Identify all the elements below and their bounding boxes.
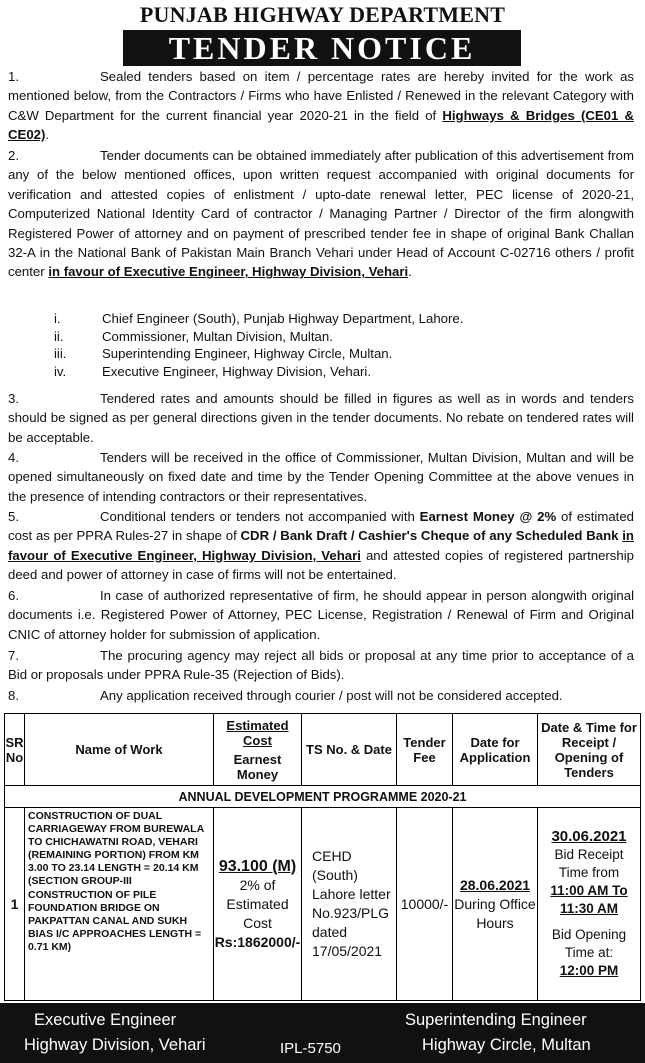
paragraph-6: 6. In case of authorized representative of firm, he should appear in person alongwith original documents i.e. Registered Power of Attorney, PEC License, Registration / Renewal of Firm and Original CNIC of attorney holder for submission of application. [8, 588, 634, 642]
header-work: Name of Work [25, 714, 214, 786]
row-work: CONSTRUCTION OF DUAL CARRIAGEWAY FROM BUREWALA TO CHICHAWATNI ROAD, VEHARI (REMAINING PORTION) FROM KM 3.00 TO 23.14 LENGTH = 20.14 KM (SECTION GROUP-III CONSTRUCTION OF PILE FOUNDATION BRIDGE ON PAKPATTAN CANAL AND SUKH BIAS I/C APPROACHES LENGTH = 0.71 KM) [25, 808, 214, 1001]
paragraph-4: 4. Tenders will be received in the office of Commissioner, Multan Division, Multan and will be opened simultaneously on fixed date and time by the Tender Opening Committee at the above venues in the presence of intending contractors or their representatives. [8, 450, 634, 504]
paragraph-1: 1. Sealed tenders based on item / percentage rates are hereby invited for the work as mentioned below, from the Contractors / Firms who have Enlisted / Renewed in the relevant Category with C&W Department for the current financial year 2020-21 in the field of Highways & Bridges (CE01 & CE02). [8, 69, 634, 143]
paragraph-5: 5. Conditional tenders or tenders not accompanied with Earnest Money @ 2% of estimated cost as per PPRA Rules-27 in shape of CDR / Bank Draft / Cashier's Cheque of any Scheduled Bank in favour of Executive Engineer, Highway Division, Vehari and attested copies of registered partnership deed and power of attorney in case of firms will not be entertained. [8, 509, 634, 583]
department-title: PUNJAB HIGHWAY DEPARTMENT [139, 2, 506, 27]
signatory-left-title: Executive Engineer [34, 1011, 177, 1029]
programme-title: ANNUAL DEVELOPMENT PROGRAMME 2020-21 [5, 786, 641, 808]
signatory-left-office: Highway Division, Vehari [24, 1036, 206, 1054]
tender-notice-title: TENDER NOTICE [123, 30, 521, 66]
signatory-right-office: Highway Circle, Multan [422, 1036, 591, 1054]
paragraph-7: 7. The procuring agency may reject all bids or proposal at any time prior to acceptance of a Bid or proposals under PPRA Rule-35 (Rejection of Bids). [8, 648, 634, 683]
list-item: iii. Superintending Engineer, Highway Circle, Multan. [54, 346, 393, 361]
footer [0, 1003, 645, 1063]
paragraph-3: 3. Tendered rates and amounts should be filled in figures as well as in words and tenders should be signed as per general directions given in the tender documents. No rebate on tendered rates will be acceptable. [8, 391, 634, 445]
header-receipt: Date & Time for Receipt / Opening of Tenders [538, 714, 641, 786]
paragraph-8: 8. Any application received through courier / post will not be considered accepted. [8, 688, 563, 703]
programme-row [5, 786, 641, 808]
row-receipt: 30.06.2021 Bid Receipt Time from 11:00 AM To 11:30 AM Bid Opening Time at: 12:00 PM [538, 808, 641, 1001]
header-sr: SR No [5, 714, 25, 786]
header-date: Date for Application [453, 714, 538, 786]
para-number: 1. [8, 69, 19, 84]
row-sr: 1 [5, 808, 25, 1001]
signatory-right-title: Superintending Engineer [405, 1011, 587, 1029]
tender-table [4, 713, 641, 1001]
list-item: iv. Executive Engineer, Highway Division, Vehari. [54, 363, 372, 379]
table-row [5, 808, 641, 1001]
paragraph-2: 2. Tender documents can be obtained immediately after publication of this advertisement from any of the below mentioned offices, upon written request accompanied with original documents for verification and attested copies of enlistment / upto-date renewal letter, PEC license of 2020-21, Computerized National Identity Card of contractor / Managing Partner / Director of the firm alongwith Registered Power of attorney and on payment of prescribed tender fee in shape of original Bank Challan 32-A in the National Bank of Pakistan Main Branch Vehari under Head of Account C-02716 others / profit center in favour of Executive Engineer, Highway Division, Vehari. [8, 148, 634, 280]
office-list [54, 310, 614, 380]
row-app-date: 28.06.2021 During Office Hours [453, 808, 538, 1001]
para-number: 2. [8, 148, 19, 163]
header-ts: TS No. & Date [302, 714, 397, 786]
list-item: i. Chief Engineer (South), Punjab Highway Department, Lahore. [54, 311, 464, 326]
header-cost: Estimated Cost Earnest Money [214, 714, 302, 786]
list-item: ii. Commissioner, Multan Division, Multan. [54, 328, 333, 344]
ipl-code: IPL-5750 [280, 1040, 341, 1057]
row-ts: CEHD (South) Lahore letter No.923/PLG dated 17/05/2021 [302, 808, 397, 1001]
row-cost: 93.100 (M) 2% of Estimated Cost Rs:1862000/- [214, 808, 302, 1001]
header-fee: Tender Fee [397, 714, 453, 786]
table-header-row [5, 714, 641, 786]
row-fee: 10000/- [397, 808, 453, 1001]
